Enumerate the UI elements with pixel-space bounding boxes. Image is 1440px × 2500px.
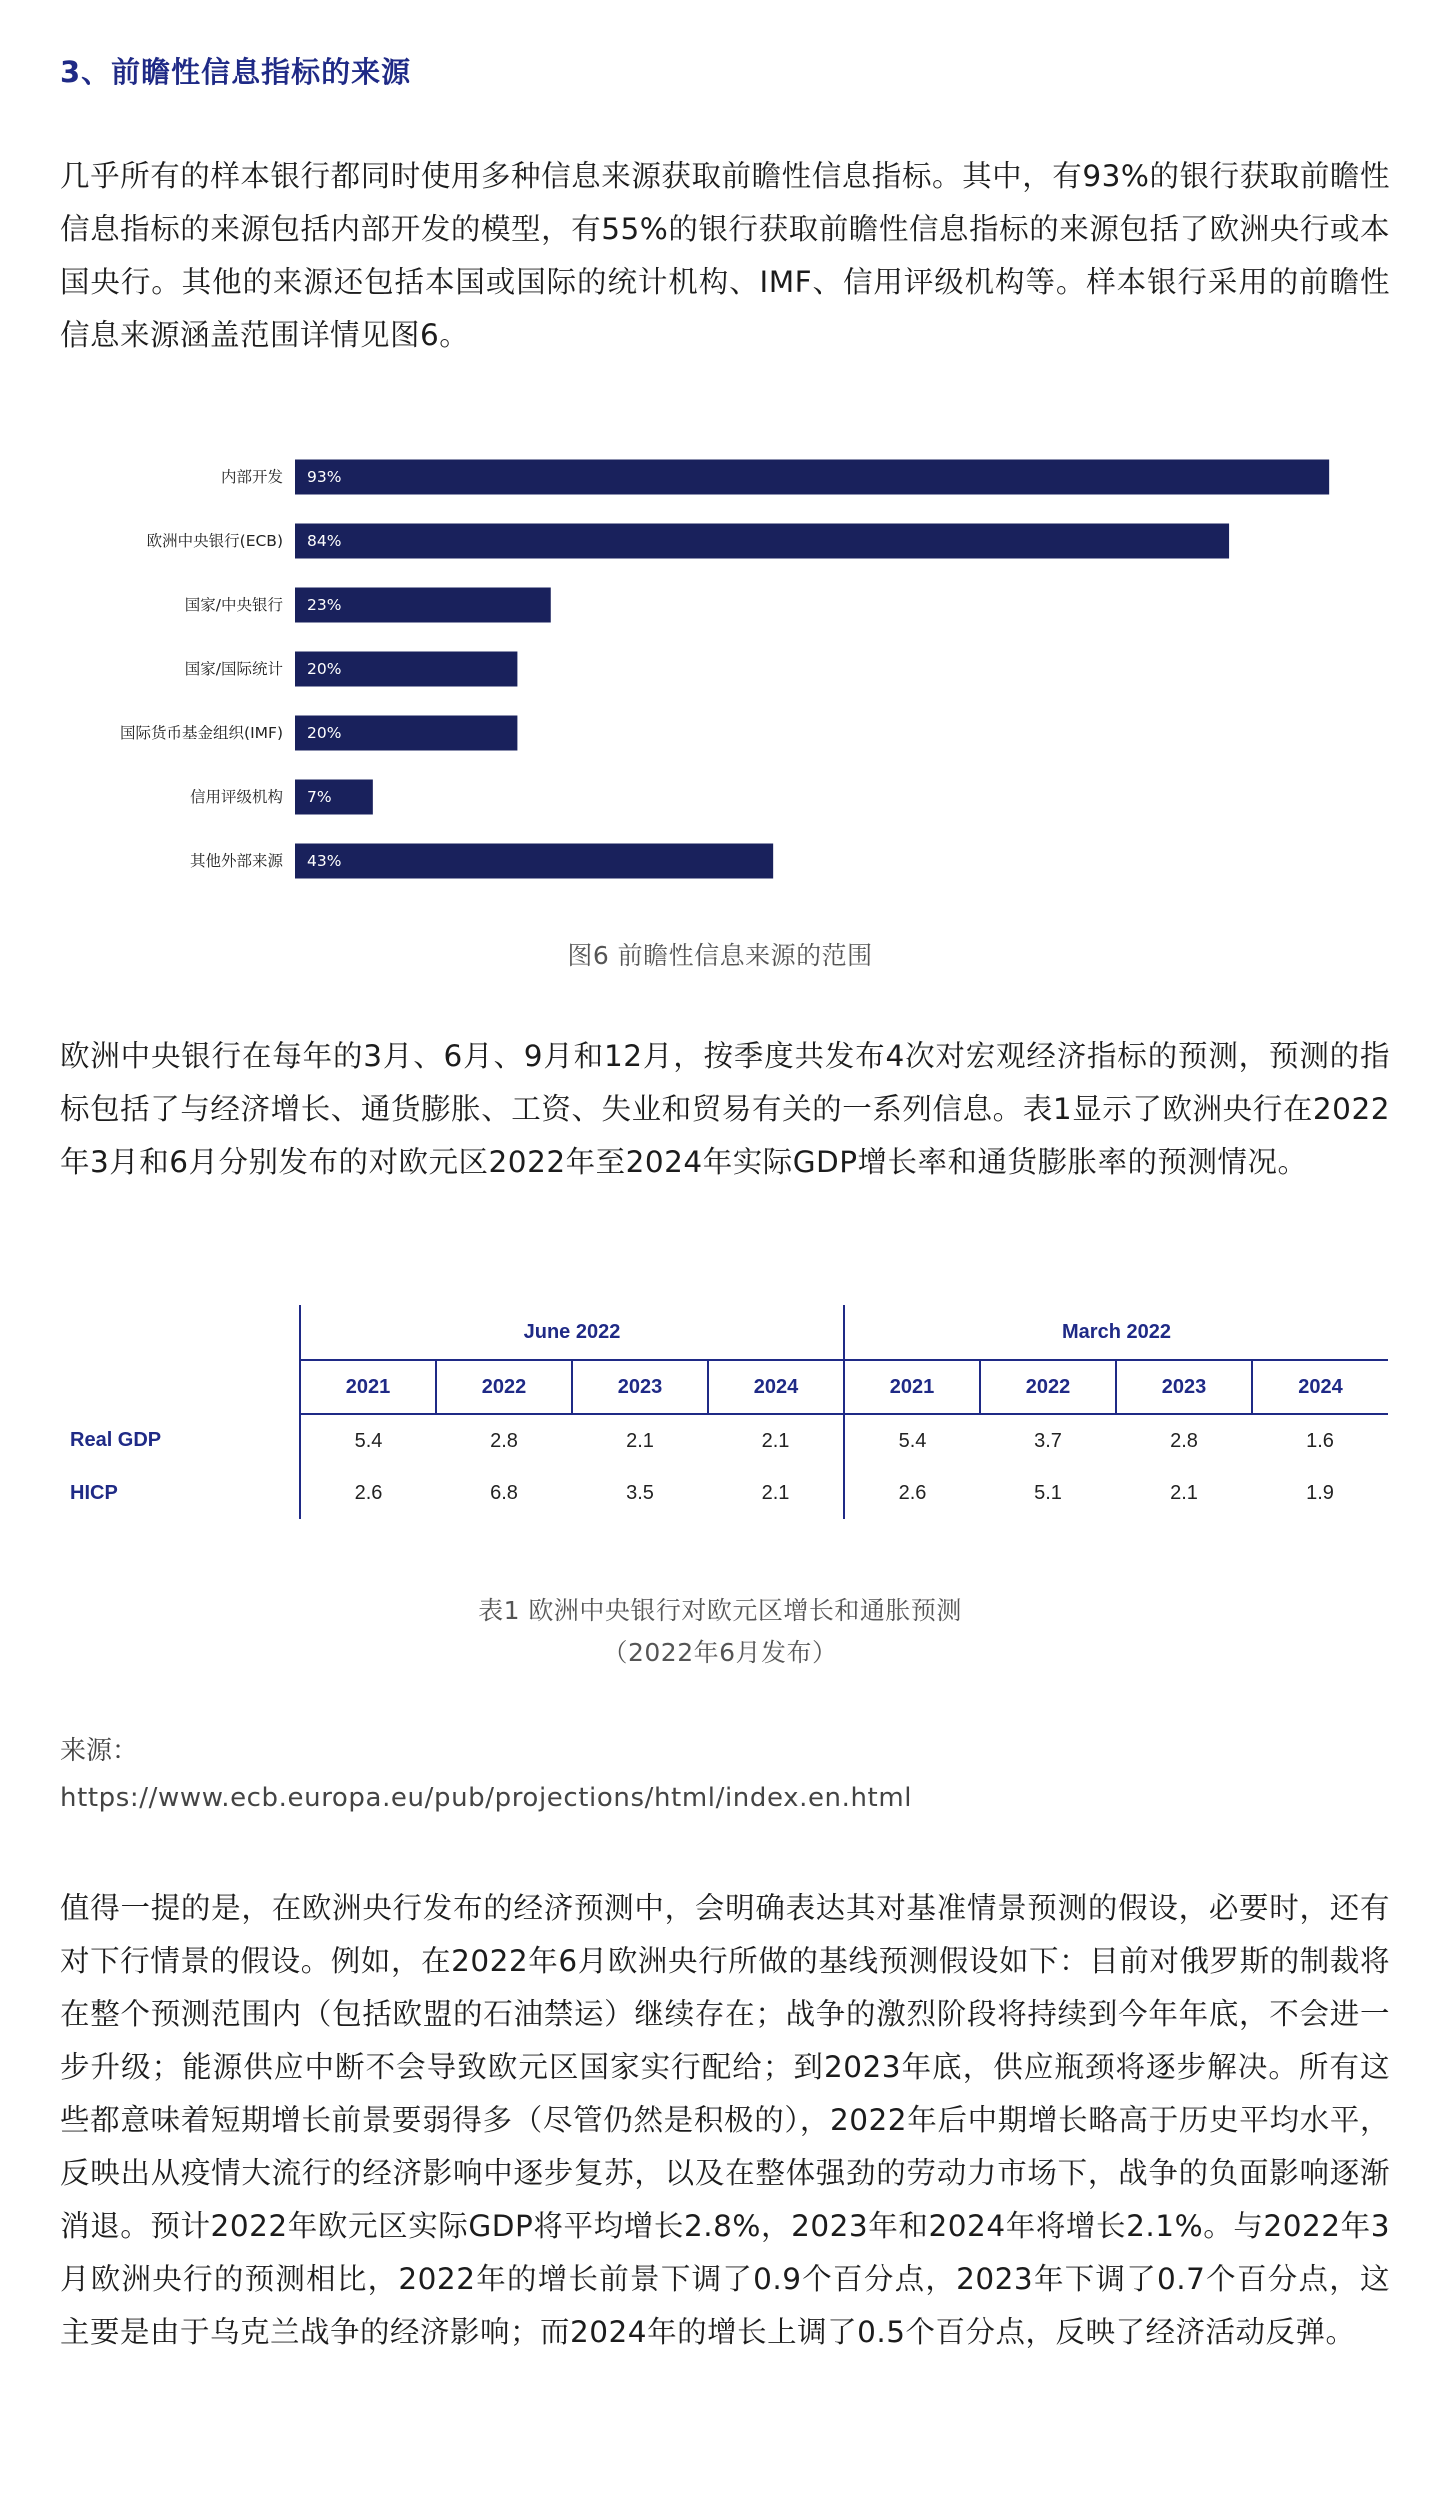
paragraph-ecb-forecast: 欧洲中央银行在每年的3月、6月、9月和12月，按季度共发布4次对宏观经济指标的预测，预测的指标包括了与经济增长、通货膨胀、工资、失业和贸易有关的一系列信息。表1显示了欧洲央行在2022年3月和6月分别发布的对欧元区2022年至2024年实际GDP增长率和通货膨胀率的预测情况。: [60, 1039, 1390, 1179]
table-cell: 2.1: [1170, 1481, 1198, 1504]
paragraph-baseline-assumptions: 值得一提的是，在欧洲央行发布的经济预测中，会明确表达其对基准情景预测的假设，必要时，还有对下行情景的假设。例如，在2022年6月欧洲央行所做的基线预测假设如下：目前对俄罗斯的制裁将在整个预测范围内（包括欧盟的石油禁运）继续存在；战争的激烈阶段将持续到今年年底，不会进一步升级；能源供应中断不会导致欧元区国家实行配给；到2023年底，供应瓶颈将逐步解决。所有这些都意味着短期增长前景要弱得多（尽管仍然是积极的），2022年后中期增长略高于历史平均水平，反映出从疫情大流行的经济影响中逐步复苏，以及在整体强劲的劳动力市场下，战争的负面影响逐渐消退。预计2022年欧元区实际GDP将平均增长2.8%，2023年和2024年将增长2.1%。与2022年3月欧洲央行的预测相比，2022年的增长前景下调了0.9个百分点，2023年下调了0.7个百分点，这主要是由于乌克兰战争的经济影响；而2024年的增长上调了0.5个百分点，反映了经济活动反弹。: [60, 1891, 1390, 2349]
table-row-real-gdp: [60, 1414, 1388, 1467]
table-cell: 2.6: [300, 1467, 436, 1519]
table-cell: 5.1: [1034, 1481, 1062, 1504]
section-title: 3、前瞻性信息指标的来源: [60, 55, 412, 89]
table-row-hicp: [60, 1467, 1388, 1519]
table-caption-title: 表1 欧洲中央银行对欧元区增长和通胀预测: [478, 1596, 962, 1625]
bar-value-label: 20%: [307, 660, 342, 678]
table-cell: 3.5: [626, 1481, 654, 1504]
table-caption: [0, 1590, 1440, 1674]
year-header: 2024: [708, 1360, 844, 1414]
table-cell: 6.8: [490, 1481, 518, 1504]
bar: [295, 460, 1329, 495]
bar-value-label: 20%: [307, 724, 342, 742]
table-cell: 2.8: [1170, 1429, 1198, 1452]
row-label-real-gdp: Real GDP: [70, 1429, 162, 1451]
projection-table: [60, 1305, 1388, 1519]
bar-value-label: 84%: [307, 532, 342, 550]
table-cell: 2.1: [761, 1429, 790, 1452]
table-cell: 1.9: [1306, 1481, 1334, 1504]
year-header: 2021: [300, 1360, 436, 1414]
bar-value-label: 7%: [307, 788, 332, 806]
category-label: 国际货币基金组织(IMF): [120, 724, 283, 742]
year-row-corner: [60, 1360, 300, 1414]
row-label-hicp: HICP: [70, 1481, 118, 1504]
table-corner: [60, 1305, 300, 1360]
year-header: 2021: [844, 1360, 980, 1414]
year-header: 2024: [1252, 1360, 1388, 1414]
bar-value-label: 93%: [307, 468, 342, 486]
category-label: 国家/中央银行: [184, 596, 283, 614]
year-header: 2022: [436, 1360, 572, 1414]
table-cell: 5.4: [844, 1414, 980, 1467]
paragraph-sources-intro: 几乎所有的样本银行都同时使用多种信息来源获取前瞻性信息指标。其中，有93%的银行获取前瞻性信息指标的来源包括内部开发的模型，有55%的银行获取前瞻性信息指标的来源包括了欧洲央行或本国央行。其他的来源还包括本国或国际的统计机构、IMF、信用评级机构等。样本银行采用的前瞻性信息来源涵盖范围详情见图6。: [60, 159, 1390, 352]
category-label: 信用评级机构: [189, 788, 283, 806]
bar: [295, 844, 773, 879]
bar: [295, 524, 1229, 559]
source-label: 来源：: [60, 1736, 139, 1766]
group-header-march-2022: March 2022: [844, 1305, 1388, 1360]
table-cell: 2.1: [626, 1429, 654, 1452]
year-header: 2022: [980, 1360, 1116, 1414]
table-cell: 2.6: [844, 1467, 980, 1519]
category-label: 内部开发: [220, 468, 283, 486]
table-cell: 2.8: [490, 1429, 518, 1452]
category-label: 欧洲中央银行(ECB): [146, 532, 283, 550]
source-url[interactable]: https://www.ecb.europa.eu/pub/projections/html/index.en.html: [60, 1783, 913, 1813]
projection-table-wrap: [60, 1305, 1390, 1525]
year-header: 2023: [1116, 1360, 1252, 1414]
group-header-june-2022: June 2022: [300, 1305, 844, 1360]
table-caption-date: （2022年6月发布）: [602, 1638, 838, 1667]
figure-caption: 图6 前瞻性信息来源的范围: [567, 941, 873, 970]
table-cell: 2.1: [761, 1481, 790, 1504]
category-label: 国家/国际统计: [184, 660, 283, 678]
table-cell: 5.4: [300, 1414, 436, 1467]
figure-6-chart: [60, 440, 1390, 910]
table-cell: 3.7: [1034, 1429, 1062, 1452]
bar-value-label: 23%: [307, 596, 342, 614]
category-label: 其他外部来源: [189, 852, 283, 870]
bar-chart: [60, 440, 1390, 910]
year-header: 2023: [572, 1360, 708, 1414]
table-cell: 1.6: [1306, 1429, 1334, 1452]
bar-value-label: 43%: [307, 852, 342, 870]
